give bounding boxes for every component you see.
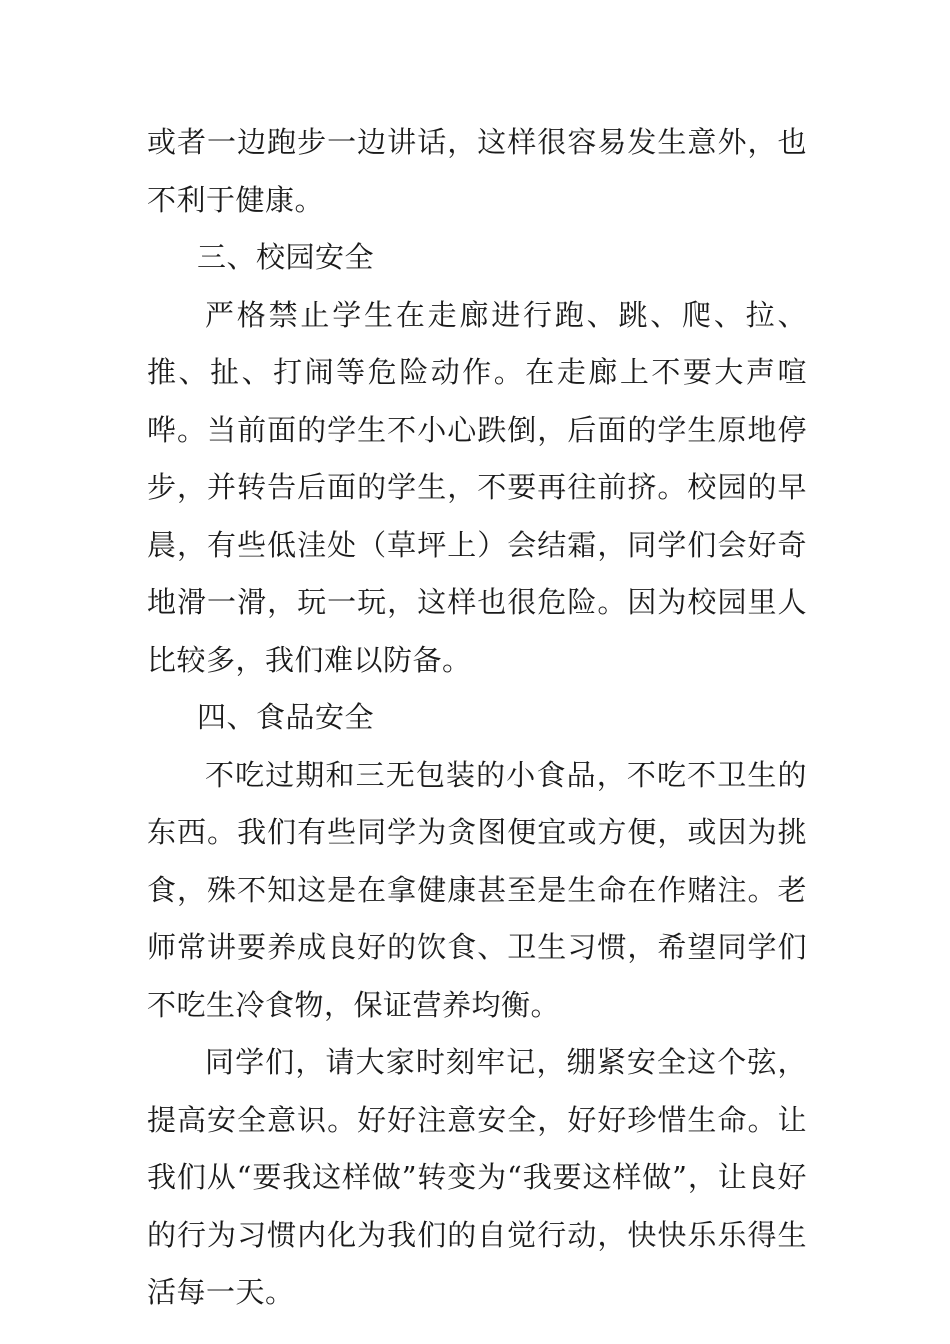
paragraph-campus-safety: 严格禁止学生在走廊进行跑、跳、爬、拉、推、扯、打闹等危险动作。在走廊上不要大声喧哗。当前面的学生不小心跌倒，后面的学生原地停步，并转告后面的学生，不要再往前挤。校园的早晨，有些低洼处（草坪上）会结霜，同学们会好奇地滑一滑，玩一玩，这样也很危险。因为校园里人比较多，我们难以防备。 [147,297,807,677]
document-body [147,114,807,1322]
paragraph-continuation: 或者一边跑步一边讲话，这样很容易发生意外，也不利于健康。 [147,125,807,217]
section-heading-food-safety: 四、食品安全 [197,700,375,734]
paragraph-conclusion: 同学们，请大家时刻牢记，绷紧安全这个弦，提高安全意识。好好注意安全，好好珍惜生命。让我们从“要我这样做”转变为“我要这样做”，让良好的行为习惯内化为我们的自觉行动，快快乐乐得生活每一天。 [147,1045,807,1309]
section-heading-campus-safety: 三、校园安全 [197,240,375,274]
paragraph-food-safety: 不吃过期和三无包装的小食品，不吃不卫生的东西。我们有些同学为贪图便宜或方便，或因为挑食，殊不知这是在拿健康甚至是生命在作赌注。老师常讲要养成良好的饮食、卫生习惯，希望同学们不吃生冷食物，保证营养均衡。 [147,757,807,1022]
